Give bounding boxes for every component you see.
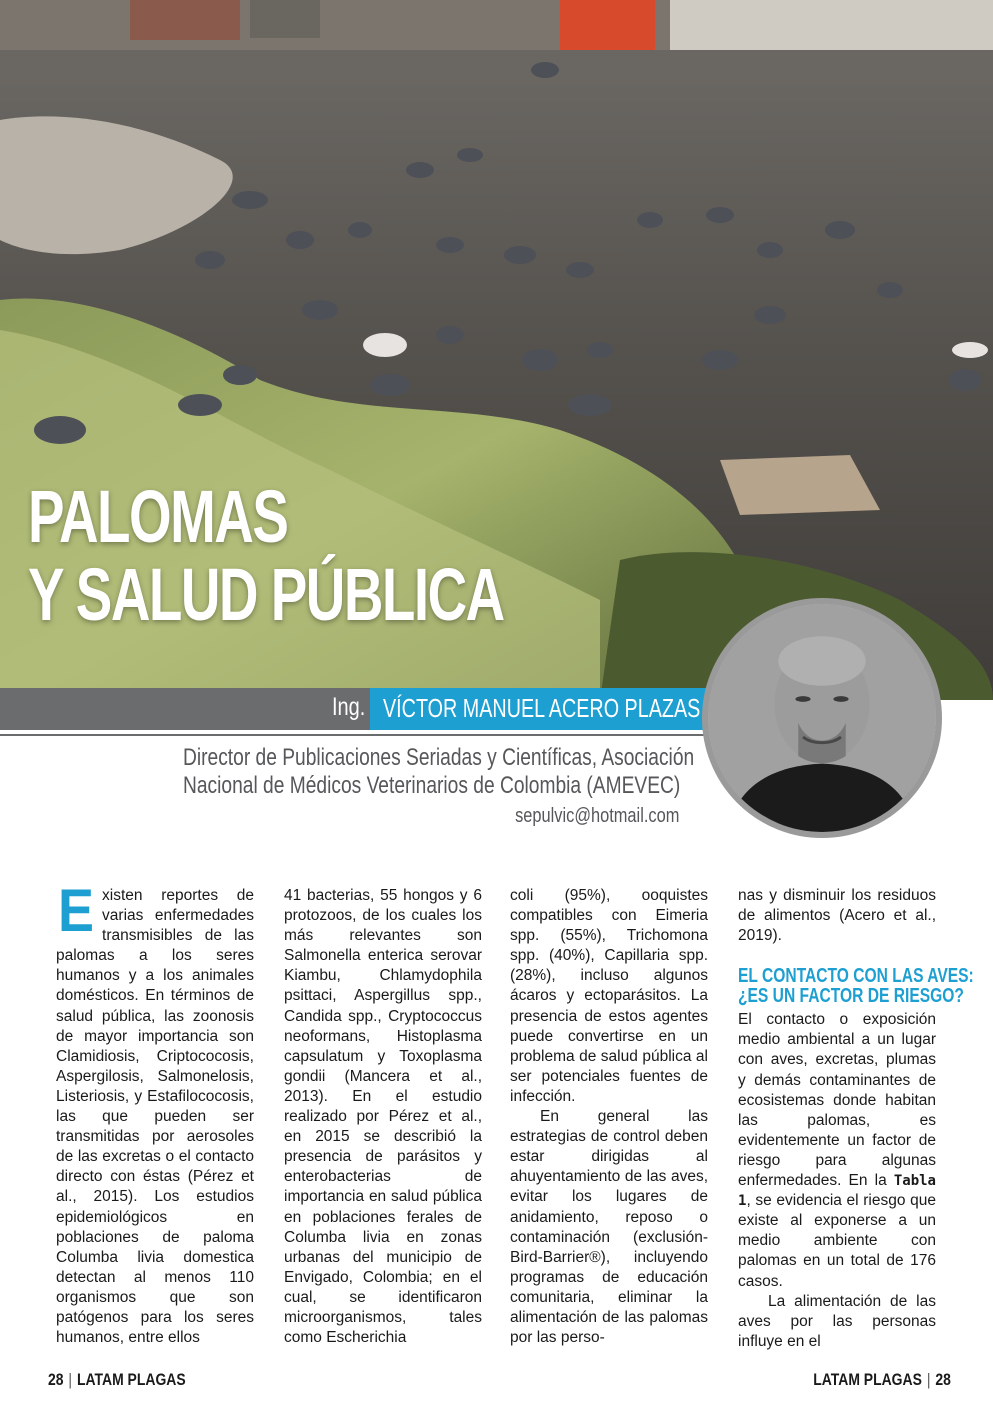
paragraph: La alimentación de las aves por las personas influye en el	[738, 1292, 936, 1350]
affiliation-line-1: Director de Publicaciones Seriadas y Científicas, Asociación	[183, 744, 695, 771]
author-name: VÍCTOR MANUEL ACERO PLAZAS	[383, 693, 701, 723]
author-email[interactable]: sepulvic@hotmail.com	[514, 805, 679, 827]
author-affiliation	[59, 744, 695, 800]
section-subheading	[738, 965, 974, 1008]
body-column-4	[738, 886, 974, 1352]
title-line-2: Y SALUD PÚBLICA	[28, 553, 504, 636]
article-title	[28, 475, 504, 636]
footer-left	[48, 1370, 186, 1390]
body-column-1	[56, 877, 254, 1348]
body-column-3	[510, 886, 708, 1348]
subheading-line-1: EL CONTACTO CON LAS AVES:	[738, 965, 974, 988]
footer-separator: |	[926, 1370, 931, 1389]
paragraph: coli (95%), ooquistes compatibles con Eimeria spp. (55%), Trichomona spp. (40%), Capillaria spp. (28%), incluso algunos ácaros y ectoparásitos. La presencia de estos agentes puede convertirse en un problema de salud pública al ser potenciales fuentes de infección.	[510, 887, 708, 1105]
footer-magazine-name-left: LATAM PLAGAS	[76, 1370, 186, 1389]
paragraph: 41 bacterias, 55 hongos y 6 protozoos, de los cuales los más relevantes son Salmonella enterica serovar Kiambu, Chlamydophila psittaci, Aspergillus spp., Candida spp., Cryptococcus neoformans, Histoplasma capsulatum y Toxoplasma gondii (Mancera et al., 2013). En el estudio realizado por Pérez et al., en 2015 se describió la presencia de parásitos y enterobacterias de importancia en salud pública en poblaciones ferales de Columba livia en zonas urbanas del municipio de Envigado, Colombia; en el cual, se identificaron microorganismos, tales como Escherichia	[284, 887, 482, 1347]
title-line-1: PALOMAS	[28, 475, 288, 558]
table-reference-link[interactable]: Tabla 1	[738, 1173, 936, 1210]
paragraph-text: , se evidencia el riesgo que existe al exponerse a un medio ambiente con palomas en un total de 176 casos.	[738, 1192, 936, 1290]
affiliation-line-2: Nacional de Médicos Veterinarios de Colombia (AMEVEC)	[183, 772, 681, 799]
paragraph	[56, 877, 254, 1348]
paragraph: En general las estrategias de control deben estar dirigidas al ahuyentamiento de las aves, evitar los lugares de anidamiento, reposo o contaminación (exclusión-Bird-Barrier®), incluyendo programas de educación comunitaria, eliminar la alimentación de las palomas por las perso-	[510, 1108, 708, 1347]
paragraph	[738, 1010, 936, 1291]
paragraph: nas y disminuir los residuos de alimentos (Acero et al., 2019).	[738, 887, 936, 945]
drop-cap: E	[58, 877, 95, 944]
author-rule	[0, 734, 710, 736]
page-number-left: 28	[48, 1370, 64, 1389]
author-photo	[708, 604, 936, 832]
footer-magazine-name-right: LATAM PLAGAS	[813, 1370, 923, 1389]
paragraph-text: El contacto o exposición medio ambiental a un lugar con aves, excretas, plumas y demás contaminantes de ecosistemas donde habitan las palomas, es evidentemente un factor de riesgo para algunas enfermedades. En la	[738, 1011, 936, 1190]
author-prefix: Ing.	[332, 693, 366, 721]
footer-separator: |	[68, 1370, 73, 1389]
paragraph-text: xisten reportes de varias enfermedades transmisibles de las palomas a los seres humanos y a los animales domésticos. En términos de salud pública, las zoonosis de mayor importancia son Clamidiosis, Criptococosis, Aspergilosis, Salmonelosis, Listeriosis, y Estafilococosis, las que pueden ser transmitidas por aerosoles de las excretas o el contacto directo con éstas (Pérez et al., 2015). Los estudios epidemiológicos en poblaciones de paloma Columba livia domestica detectan al menos 110 organismos que son patógenos para los seres humanos, entre ellos	[56, 887, 254, 1347]
page-number-right: 28	[935, 1370, 951, 1389]
body-column-2	[284, 886, 482, 1348]
footer-right	[813, 1370, 951, 1390]
subheading-line-2: ¿ES UN FACTOR DE RIESGO?	[738, 985, 964, 1008]
author-portrait	[702, 598, 942, 838]
